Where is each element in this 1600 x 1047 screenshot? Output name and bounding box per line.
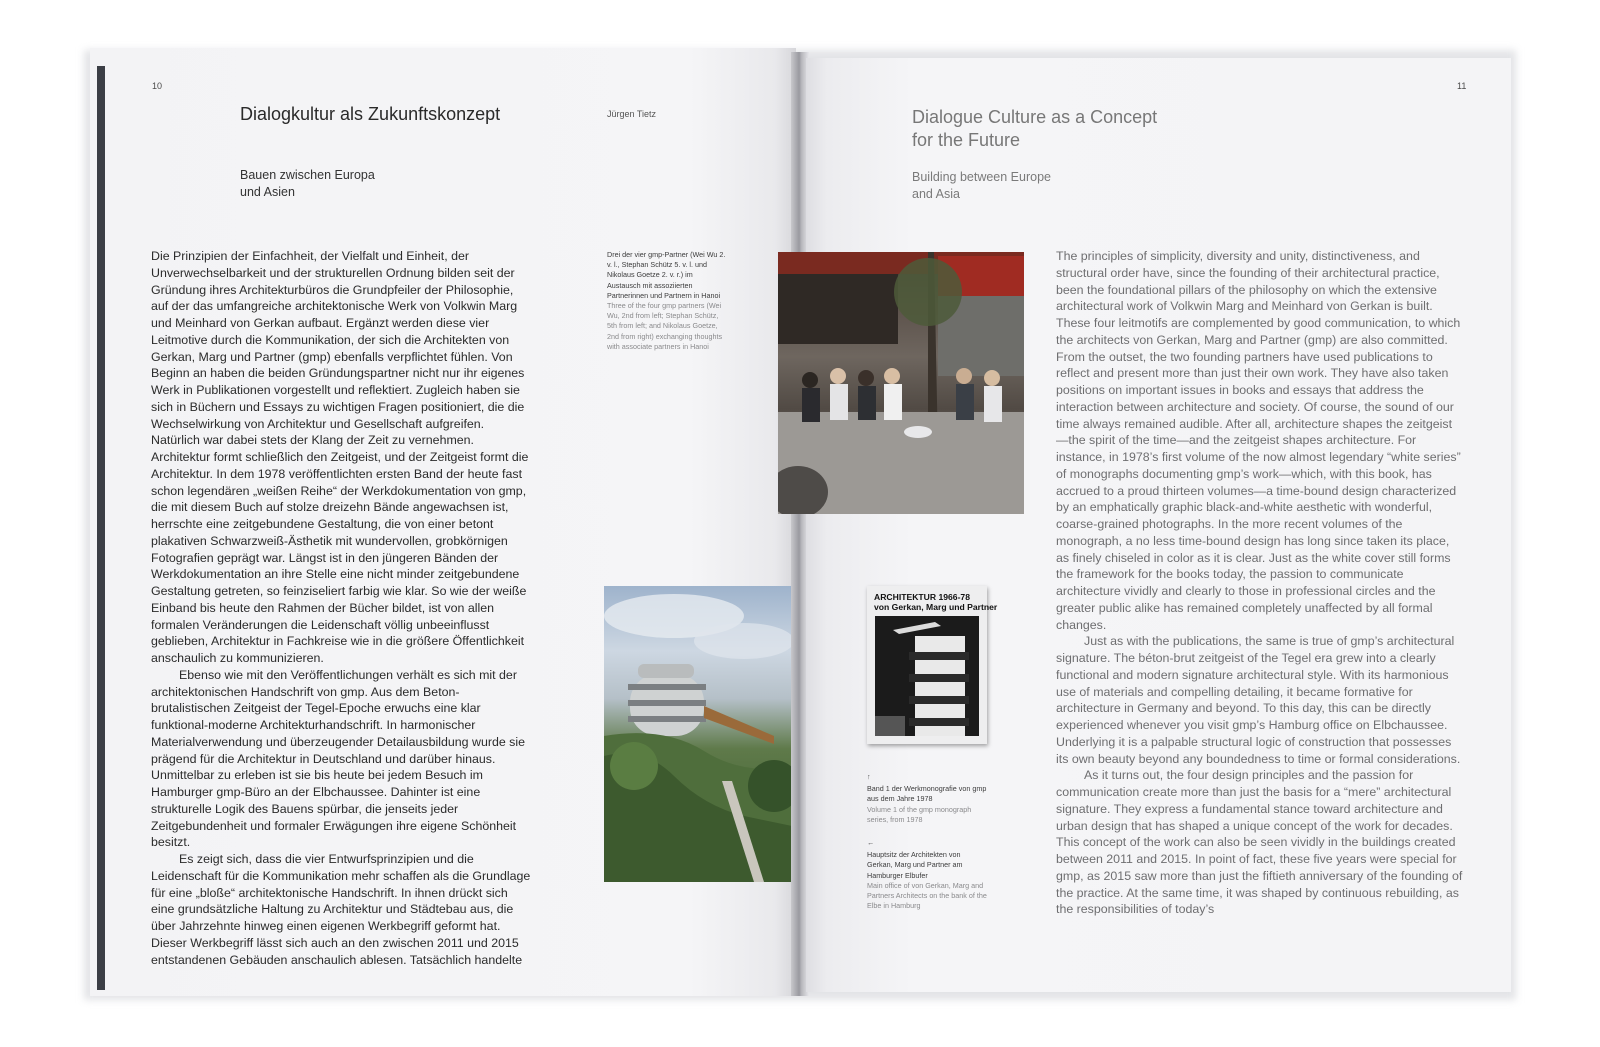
right-subtitle	[912, 169, 1051, 203]
left-page-number: 10	[152, 81, 163, 91]
caption-de: Band 1 der Werkmonografie von gmp aus dem Jahre 1978	[867, 784, 987, 804]
right-title	[912, 106, 1157, 152]
cover-title: ARCHITEKTUR 1966-78	[874, 592, 970, 602]
left-subtitle-line: Bauen zwischen Europa	[240, 168, 375, 182]
caption-en: Main office of von Gerkan, Marg and Partners Architects on the bank of the Elbe in Hamburg	[867, 880, 987, 911]
caption-de: Hauptsitz der Architekten von Gerkan, Marg und Partner am Hamburger Elbufer	[867, 850, 963, 880]
cover-edge	[97, 66, 105, 990]
building-photo	[604, 586, 792, 882]
left-paragraph: Es zeigt sich, dass die vier Entwurfsprinzipien und die Leidenschaft für die Kommunikation mehr schaffen als die Grundlage für eine „bloße“ architektonische Handschrift. In ihnen drückt sich eine grundsätzliche Haltung zu Architektur und Städtebau aus, die über Jahrzehnte hinweg einen eigenen Werkbegriff geformt hat. Dieser Werkbegriff lässt sich auch an den zwischen 2011 und 2015 entstandenen Gebäuden anschaulich ablesen. Tatsächlich handelte	[151, 852, 531, 967]
monograph-cover	[867, 586, 998, 744]
right-paragraph: As it turns out, the four design principles and the passion for communication create more than just the basis for a “mere” architectural signature. They express a fundamental stance toward architecture and urban design that has shaped a unique concept of the work for decades. This concept of the work can also be seen vividly in the buildings created between 2011 and 2015. In point of fact, these five years were special for gmp, as 2015 saw more than just the fiftieth anniversary of the founding of the practice. At the same time, it was shaped by continuous rebuilding, as the responsibilities of today’s	[1056, 768, 1463, 917]
hanoi-cafe-photo	[778, 252, 1024, 514]
right-page-number: 11	[1457, 81, 1467, 91]
monograph-cover-title	[874, 592, 997, 612]
caption-en: Volume 1 of the gmp monograph series, from 1978	[867, 804, 972, 824]
caption-de: Drei der vier gmp-Partner (Wei Wu 2. v. l., Stephan Schütz 5. v. l. und Nikolaus Goetze 2. v. r.) im Austausch mit assoziierten Partnerinnen und Partnern in Hanoi	[607, 250, 726, 300]
right-paragraph: Just as with the publications, the same is true of gmp’s architectural signature. The béton-brut zeitgeist of the Tegel era grew into a clearly functional and modern signature architectural style. With its harmonious use of materials and compelling detailing, it became formative for architecture in Germany and beyond. To this day, this can be directly experienced whenever you visit gmp’s Hamburg office on Elbchaussee. Underlying it is a palpable structural logic of construction that possesses its own beauty beyond any boundedness to time or formal considerations.	[1056, 634, 1461, 766]
right-title-line: for the Future	[912, 130, 1021, 150]
cover-subtitle: von Gerkan, Marg und Partner	[874, 602, 998, 612]
arrow-up-icon: ↑	[867, 772, 871, 781]
cover-illustration	[875, 616, 979, 736]
author: Jürgen Tietz	[607, 109, 657, 119]
right-title-line: Dialogue Culture as a Concept	[912, 107, 1158, 127]
left-title: Dialogkultur als Zukunftskonzept	[240, 104, 501, 124]
cover-photo	[875, 616, 979, 736]
right-subtitle-line: Building between Europe	[912, 170, 1051, 184]
left-body-text	[151, 248, 533, 968]
arrow-left-icon: ←	[867, 838, 875, 847]
caption-monograph	[867, 772, 987, 825]
building-illustration	[604, 586, 792, 882]
left-paragraph: Ebenso wie mit den Veröffentlichungen verhält es sich mit der architektonischen Handschrift von gmp. Aus dem Beton-brutalistischen Zeitgeist der Tegel-Epoche erwuchs eine klar funktional-moderne Architekturhandschrift. In harmonischer Materialverwendung und überzeugender Detailausbildung wurde sie prägend für die Architektur in Deutschland und darüber hinaus. Unmittelbar zu erleben ist sie bis heute bei jedem Besuch im Hamburger gmp-Büro an der Elbchaussee. Dahinter ist eine strukturelle Logik des Bauens spürbar, die jenseits jeder Zeitgebundenheit und formaler Erwägungen ihre eigene Schönheit besitzt.	[151, 667, 526, 850]
left-subtitle	[240, 167, 375, 201]
caption-building	[867, 838, 987, 911]
caption-hanoi-photo	[607, 250, 727, 352]
hanoi-illustration	[778, 252, 1024, 514]
right-paragraph: The principles of simplicity, diversity and unity, distinctiveness, and structural order have, since the founding of their architectural practice, been the foundational pillars of the philosophy on which the extensive architectural work of Volkwin Marg and Meinhard von Gerkan is built. These four leitmotifs are complemented by good communication, to which the architects von Gerkan, Marg and Partner (gmp) are also committed. From the outset, the two founding partners have used publications to reflect and present more than just their own work. They have also taken positions on important issues in books and essays that address the interaction between architecture and society. Of course, the sound of our time always remained audible. After all, architecture shapes the zeitgeist—the spirit of the time—and the zeitgeist shapes architecture. For instance, in 1978’s first volume of the now almost legendary “white series” of monographs documenting gmp’s work—which, with this book, has accrued to a proud thirteen volumes—a time-bound design characterized by an emphatically graphic black-and-white aesthetic with wonderful, coarse-grained photographs. In the more recent volumes of the monograph, a no less time-bound design has long since taken its place, as finely chiseled in color as it is clear. Just as the white cover still forms the framework for the books today, the passion to communicate architecture vividly and clearly to those in professional circles and the greater public alike has remained completely unaffected by all formal changes.	[1056, 249, 1461, 632]
left-subtitle-line: und Asien	[240, 185, 295, 199]
right-subtitle-line: and Asia	[912, 187, 960, 201]
left-paragraph: Die Prinzipien der Einfachheit, der Vielfalt und Einheit, der Unverwechselbarkeit und der strukturellen Ordnung bilden seit der Gründung ihres Architekturbüros die Grundpfeiler der Philosophie, auf der das umfangreiche architektonische Werk von Volkwin Marg und Meinhard von Gerkan aufbaut. Ergänzt werden diese vier Leitmotive durch die Kommunikation, der sich die Architekten von Gerkan, Marg und Partner (gmp) ebenfalls verpflichtet fühlen. Von Beginn an haben die beiden Gründungspartner nicht nur ihr eigenes Werk in Publikationen vorgestellt und reflektiert. Zugleich haben sie sich in Büchern und Essays zu wichtigen Fragen positioniert, die die Wechselwirkung von Architektur und Gesellschaft aufgreifen. Natürlich war dabei stets der Klang der Zeit zu vernehmen. Architektur formt schließlich den Zeitgeist, und der Zeitgeist formt die Architektur. In dem 1978 veröffentlichten ersten Band der heute fast schon legendären „weißen Reihe“ der Werkdokumentation von gmp, die mit diesem Buch auf stolze dreizehn Bände angewachsen ist, herrschte eine zeitgebundene Gestaltung, die von einer betont plakativen Schwarzweiß-Ästhetik mit wundervollen, grobkörnigen Fotografien geprägt war. Längst ist in den jüngeren Bänden der Werkdokumentation an ihre Stelle eine nicht minder zeitgebundene Gestaltung getreten, so feinziseliert farbig wie klar. So wie der weiße Einband bis heute den Rahmen der Bücher bildet, ist von allen formalen Veränderungen die Leidenschaft völlig unbeeinflusst geblieben, Architektur in Fachkreise wie in die größere Öffentlichkeit anschaulich zu kommunizieren.	[151, 249, 529, 665]
right-body-text	[1056, 248, 1464, 918]
caption-en: Three of the four gmp partners (Wei Wu, 2nd from left; Stephan Schütz, 5th from left; and Nikolaus Goetze, 2nd from right) exchanging thoughts with associate partners in Hanoi	[607, 301, 723, 351]
